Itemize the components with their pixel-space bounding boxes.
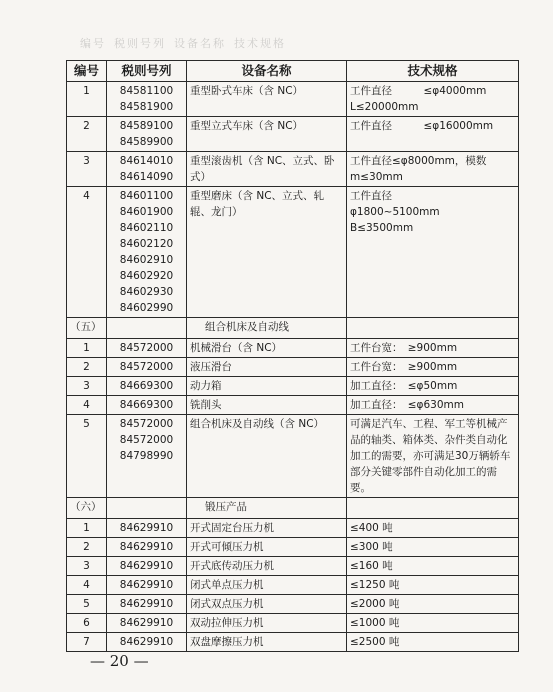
section-number: （六） [67,498,107,519]
tech-spec: ≤2500 吨 [347,633,519,652]
table-row [67,152,519,187]
item-number: 3 [67,557,107,576]
table-row [67,595,519,614]
table-row [67,82,519,117]
tariff-codes [107,576,187,595]
item-number: 2 [67,538,107,557]
tariff-code: 84614090 [119,171,174,183]
item-number: 6 [67,614,107,633]
tariff-code: 84629910 [119,541,174,553]
item-number: 3 [67,152,107,187]
tariff-codes [107,117,187,152]
item-number: 1 [67,519,107,538]
tariff-code: 84572000 [119,342,174,354]
tariff-code: 84629910 [119,560,174,572]
table-header-row [67,61,519,82]
tariff-code: 84629910 [119,522,174,534]
tariff-code: 84629910 [119,579,174,591]
tariff-code: 84581100 [119,85,174,97]
tariff-code: 84629910 [119,617,174,629]
table-row [67,557,519,576]
section-row [67,498,519,519]
tech-spec: 加工直径： ≤φ630mm [347,396,519,415]
tech-spec: ≤160 吨 [347,557,519,576]
page-number: — 20 — [90,652,149,670]
equipment-name: 机械滑台（含 NC） [187,339,347,358]
tariff-codes [107,538,187,557]
table-row [67,377,519,396]
tariff-codes [107,396,187,415]
section-spacer [107,498,187,519]
table-row [67,339,519,358]
tariff-code: 84589100 [119,120,174,132]
section-row [67,318,519,339]
tariff-code: 84669300 [119,399,174,411]
equipment-name: 开式底传动压力机 [187,557,347,576]
tariff-code: 84601900 [119,206,174,218]
equipment-name: 液压滑台 [187,358,347,377]
table-row [67,538,519,557]
tariff-code: 84602990 [119,302,174,314]
tariff-code: 84798990 [119,450,174,462]
section-spacer [107,318,187,339]
table-body [67,82,519,652]
tariff-code: 84572000 [119,361,174,373]
table-row [67,117,519,152]
equipment-name: 开式固定台压力机 [187,519,347,538]
item-number: 1 [67,339,107,358]
tariff-codes [107,595,187,614]
tariff-code: 84614010 [119,155,174,167]
equipment-name: 重型磨床（含 NC、立式、轧辊、龙门） [187,187,347,318]
item-number: 4 [67,576,107,595]
header-code: 税则号列 [107,61,187,82]
item-number: 1 [67,82,107,117]
equipment-name: 重型滚齿机（含 NC、立式、卧式） [187,152,347,187]
section-spacer [347,498,519,519]
header-no: 编号 [67,61,107,82]
tariff-code: 84572000 [119,434,174,446]
tech-spec: 可满足汽车、工程、军工等机械产品的轴类、箱体类、杂件类自动化加工的需要，亦可满足30万辆轿车部分关键零部件自动化加工的需要。 [347,415,519,498]
bleed-through-text [80,30,500,56]
tech-spec: 工件直径 φ1800~5100mm B≤3500mm [347,187,519,318]
tariff-code: 84602110 [119,222,174,234]
section-spacer [347,318,519,339]
table-row [67,187,519,318]
equipment-table [66,60,519,652]
tech-spec: ≤1000 吨 [347,614,519,633]
tech-spec: 工件直径 ≤φ4000mm L≤20000mm [347,82,519,117]
equipment-name: 组合机床及自动线（含 NC） [187,415,347,498]
tariff-codes [107,339,187,358]
table-row [67,614,519,633]
tech-spec: 工件台宽： ≥900mm [347,358,519,377]
bleed-text: 技术规格 [234,37,286,50]
table-row [67,519,519,538]
tech-spec: 工件直径 ≤φ16000mm [347,117,519,152]
item-number: 5 [67,595,107,614]
bleed-text: 税则号列 [114,37,166,50]
tariff-code: 84581900 [119,101,174,113]
table-row [67,576,519,595]
tariff-code: 84572000 [119,418,174,430]
tariff-code: 84602920 [119,270,174,282]
tariff-codes [107,187,187,318]
item-number: 3 [67,377,107,396]
item-number: 5 [67,415,107,498]
tariff-codes [107,377,187,396]
bleed-text: 编号 [80,37,106,50]
tech-spec: 工件直径≤φ8000mm，模数 m≤30mm [347,152,519,187]
equipment-name: 闭式单点压力机 [187,576,347,595]
tech-spec: ≤1250 吨 [347,576,519,595]
equipment-name: 重型卧式车床（含 NC） [187,82,347,117]
table-row [67,358,519,377]
tariff-codes [107,614,187,633]
tariff-code: 84602930 [119,286,174,298]
equipment-name: 重型立式车床（含 NC） [187,117,347,152]
item-number: 2 [67,117,107,152]
equipment-name: 开式可倾压力机 [187,538,347,557]
item-number: 4 [67,187,107,318]
section-title: 锻压产品 [187,498,347,519]
equipment-name: 双动拉伸压力机 [187,614,347,633]
equipment-name: 铣削头 [187,396,347,415]
tariff-codes [107,557,187,576]
equipment-name: 双盘摩擦压力机 [187,633,347,652]
item-number: 4 [67,396,107,415]
tariff-codes [107,633,187,652]
bleed-text: 设备名称 [174,37,226,50]
tariff-code: 84629910 [119,636,174,648]
tariff-code: 84629910 [119,598,174,610]
tech-spec: 工件台宽： ≥900mm [347,339,519,358]
table-row [67,633,519,652]
tariff-codes [107,82,187,117]
tariff-code: 84602120 [119,238,174,250]
tariff-codes [107,358,187,377]
tech-spec: ≤300 吨 [347,538,519,557]
header-spec: 技术规格 [347,61,519,82]
tariff-code: 84601100 [119,190,174,202]
item-number: 7 [67,633,107,652]
tariff-codes [107,152,187,187]
tariff-code: 84602910 [119,254,174,266]
table-row [67,396,519,415]
tech-spec: ≤400 吨 [347,519,519,538]
tariff-code: 84589900 [119,136,174,148]
tech-spec: ≤2000 吨 [347,595,519,614]
header-name: 设备名称 [187,61,347,82]
table-row [67,415,519,498]
section-number: （五） [67,318,107,339]
tariff-codes [107,415,187,498]
section-title: 组合机床及自动线 [187,318,347,339]
equipment-name: 动力箱 [187,377,347,396]
item-number: 2 [67,358,107,377]
tariff-codes [107,519,187,538]
equipment-name: 闭式双点压力机 [187,595,347,614]
tariff-code: 84669300 [119,380,174,392]
tech-spec: 加工直径： ≤φ50mm [347,377,519,396]
